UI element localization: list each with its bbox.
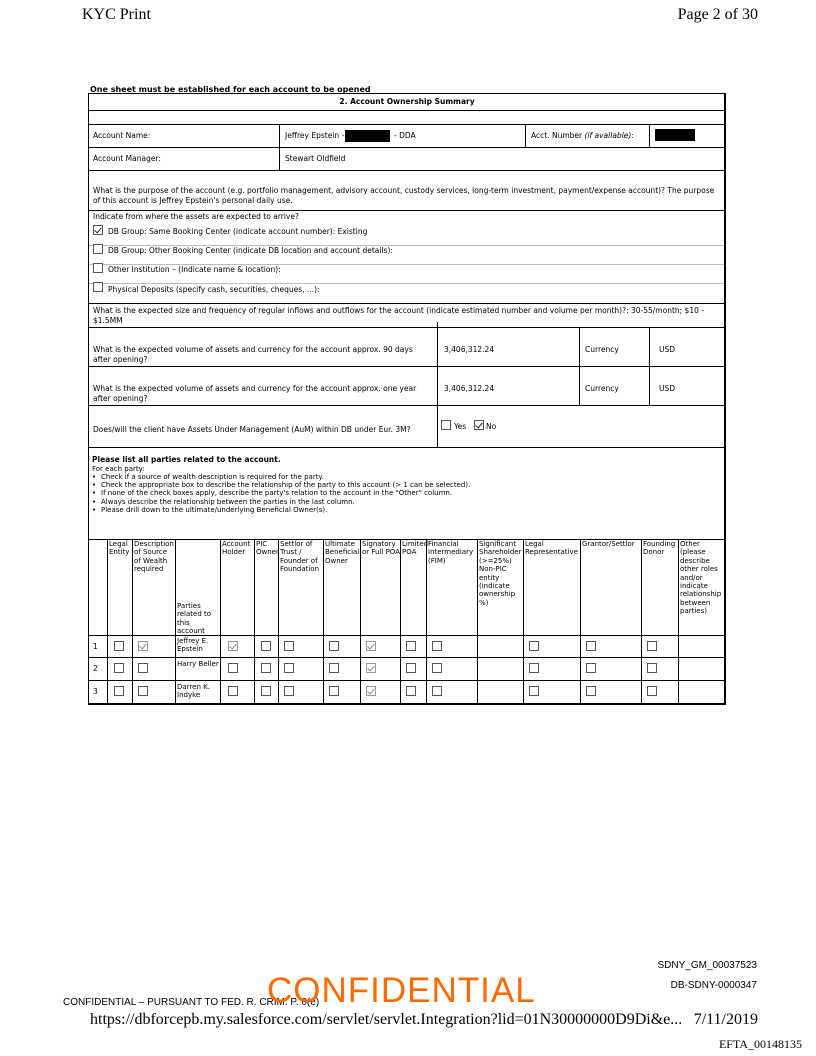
instruction-item: • Please drill down to the ultimate/underlying Beneficial Owner(s). (92, 506, 470, 514)
rule (89, 303, 724, 304)
rule (279, 124, 280, 170)
flows-question: What is the expected size and frequency of regular inflows and outflows for the account (indicate estimated number and volume per month)?: 30-55/month; $10 - $1.5MM (93, 306, 704, 325)
volume-90-currency-label: Currency (585, 345, 619, 354)
parties-title: Please list all parties related to the account. (92, 455, 281, 464)
redaction-bar (345, 130, 390, 142)
aum-no-checkbox[interactable] (474, 420, 484, 430)
instruction-item: • Check if a source of wealth description is required for the party. (92, 473, 470, 481)
row3-fim-checkbox[interactable] (432, 686, 442, 696)
rule (107, 539, 108, 703)
row2-sow-checkbox[interactable] (138, 663, 148, 673)
rule (89, 447, 724, 448)
row3-legal-entity-checkbox[interactable] (114, 686, 124, 696)
rule (175, 539, 176, 703)
rule (278, 539, 279, 703)
col-header-ubo: Ultimate Beneficial Owner (325, 540, 360, 565)
col-header-fim: Financial Intermediary (FIM) (428, 540, 474, 565)
rule (132, 539, 133, 703)
row3-founding-donor-checkbox[interactable] (647, 686, 657, 696)
rule (254, 539, 255, 703)
row3-signatory-checkbox[interactable] (366, 686, 376, 696)
row1-legal-rep-checkbox[interactable] (529, 641, 539, 651)
source-url: https://dbforcepb.my.salesforce.com/servlet/servlet.Integration?lid=01N30000000D9Di&e... (90, 1011, 683, 1028)
volume-90-question: What is the expected volume of assets and currency for the account approx. 90 days after opening? (93, 345, 413, 364)
row1-settlor-checkbox[interactable] (284, 641, 294, 651)
row1-founding-donor-checkbox[interactable] (647, 641, 657, 651)
rule (525, 124, 526, 147)
row2-legal-entity-checkbox[interactable] (114, 663, 124, 673)
row2-signatory-checkbox[interactable] (366, 663, 376, 673)
col-header-shareholder: Significant Shareholder (>=25%) Non-PIC entity (indicate ownership %) (479, 540, 522, 607)
row1-fim-checkbox[interactable] (432, 641, 442, 651)
row2-grantor-checkbox[interactable] (586, 663, 596, 673)
row3-grantor-checkbox[interactable] (586, 686, 596, 696)
row1-grantor-checkbox[interactable] (586, 641, 596, 651)
row3-pic-owner-checkbox[interactable] (261, 686, 271, 696)
row3-party-name: Darren K. Indyke (177, 683, 210, 700)
row3-account-holder-checkbox[interactable] (228, 686, 238, 696)
confidential-stamp: CONFIDENTIAL (267, 971, 536, 1010)
rule (89, 283, 724, 284)
confidential-notice: CONFIDENTIAL – PURSUANT TO FED. R. CRIM. P. 6(e) (63, 997, 320, 1008)
acct-number-label: Acct. Number (if available): (531, 131, 634, 140)
row2-settlor-checkbox[interactable] (284, 663, 294, 673)
purpose-question: What is the purpose of the account (e.g. portfolio management, advisory account, custody services, long-term investment, payment/expense account)? The purpose of this account is Jeffrey Epstein's personal daily use. (93, 186, 715, 205)
row1-limited-poa-checkbox[interactable] (406, 641, 416, 651)
row1-account-holder-checkbox[interactable] (228, 641, 238, 651)
parties-row-rule (89, 680, 724, 681)
volume-year-currency-label: Currency (585, 384, 619, 393)
volume-year-amount: 3,406,312.24 (444, 384, 495, 393)
row2-limited-poa-checkbox[interactable] (406, 663, 416, 673)
rule (678, 539, 679, 703)
account-manager-value: Stewart Oldfield (285, 154, 346, 163)
rule (523, 539, 524, 703)
origin-option-label: DB Group: Other Booking Center (indicate DB location and account details): (108, 246, 393, 255)
row-number: 1 (93, 642, 98, 651)
account-name-label: Account Name: (93, 131, 151, 140)
col-header-founding-donor: Founding Donor (643, 540, 676, 557)
rule (89, 210, 724, 211)
rule (89, 366, 724, 367)
row1-sow-checkbox[interactable] (138, 641, 148, 651)
col-header-legal-rep: Legal Representative (525, 540, 578, 557)
page-number: Page 2 of 30 (677, 6, 758, 23)
col-header-other: Other (please describe other roles and/or indicate relationship between parties) (680, 540, 722, 616)
rule (649, 327, 650, 405)
origin-option-label: Physical Deposits (specify cash, securities, cheques, ...): (108, 285, 320, 294)
assets-origin-question: Indicate from where the assets are expected to arrive? (93, 212, 299, 221)
col-header-account-holder: Account Holder (222, 540, 251, 557)
aum-yes-label: Yes (454, 422, 467, 431)
volume-year-currency: USD (659, 384, 676, 393)
row1-pic-owner-checkbox[interactable] (261, 641, 271, 651)
origin-physical-deposits-checkbox[interactable] (93, 282, 103, 292)
row3-limited-poa-checkbox[interactable] (406, 686, 416, 696)
row-number: 3 (93, 687, 98, 696)
efta-id: EFTA_00148135 (718, 1037, 802, 1051)
rule (89, 124, 724, 125)
row2-ubo-checkbox[interactable] (329, 663, 339, 673)
rule (89, 170, 724, 171)
rule (426, 539, 427, 703)
rule (89, 405, 724, 406)
aum-yes-checkbox[interactable] (441, 420, 451, 430)
row3-ubo-checkbox[interactable] (329, 686, 339, 696)
rule (89, 110, 724, 111)
parties-row-rule (89, 657, 724, 658)
rule (641, 539, 642, 703)
redaction-bar (655, 129, 695, 141)
print-title: KYC Print (82, 6, 151, 23)
account-ownership-form (88, 93, 726, 705)
print-date: 7/11/2019 (693, 1011, 758, 1028)
rule (89, 147, 724, 148)
row1-signatory-checkbox[interactable] (366, 641, 376, 651)
rule (580, 539, 581, 703)
row2-legal-rep-checkbox[interactable] (529, 663, 539, 673)
row3-sow-checkbox[interactable] (138, 686, 148, 696)
parties-instructions (92, 473, 470, 514)
row3-legal-rep-checkbox[interactable] (529, 686, 539, 696)
aum-question: Does/will the client have Assets Under Management (AuM) within DB under Eur. 3M? (93, 425, 411, 434)
col-header-settlor: Settlor of Trust / Founder of Foundation (280, 540, 320, 574)
row2-account-holder-checkbox[interactable] (228, 663, 238, 673)
col-header-pic-owner: PIC Owner (256, 540, 279, 557)
row2-party-name: Harry Beller (177, 660, 219, 668)
origin-option-label: Other Institution – (Indicate name & location): (108, 265, 281, 274)
instruction-item: • If none of the check boxes apply, describe the party's relation to the account in the "Other" column. (92, 489, 470, 497)
rule (360, 539, 361, 703)
volume-90-currency: USD (659, 345, 676, 354)
origin-other-booking-checkbox[interactable] (93, 244, 103, 254)
row2-fim-checkbox[interactable] (432, 663, 442, 673)
col-header-limited-poa: Limited POA (402, 540, 429, 557)
rule (220, 539, 221, 703)
sdny-gm-id: SDNY_GM_00037523 (657, 960, 757, 971)
origin-option-label: DB Group: Same Booking Center (indicate account number): Existing (108, 227, 368, 236)
row3-settlor-checkbox[interactable] (284, 686, 294, 696)
origin-same-booking-checkbox[interactable] (93, 225, 103, 235)
instruction-item: • Check the appropriate box to describe the relationship of the party to this account (> 1 can be selected). (92, 481, 470, 489)
row1-ubo-checkbox[interactable] (329, 641, 339, 651)
row2-founding-donor-checkbox[interactable] (647, 663, 657, 673)
row-number: 2 (93, 664, 98, 673)
volume-year-question: What is the expected volume of assets and currency for the account approx. one year after opening? (93, 384, 417, 403)
col-header-signatory: Signatory or Full POA (362, 540, 400, 557)
rule (437, 327, 438, 405)
account-name-prefix: Jeffrey Epstein - (285, 131, 345, 140)
rule (400, 539, 401, 703)
sheet-note: One sheet must be established for each account to be opened (90, 85, 371, 94)
db-sdny-id: DB-SDNY-0000347 (670, 980, 757, 991)
aum-no-label: No (486, 422, 497, 431)
row1-legal-entity-checkbox[interactable] (114, 641, 124, 651)
account-manager-label: Account Manager: (93, 154, 161, 163)
rule (649, 124, 650, 147)
col-header-sow-required: Description of Source of Wealth required (134, 540, 174, 574)
origin-other-institution-checkbox[interactable] (93, 263, 103, 273)
section-title: 2. Account Ownership Summary (339, 97, 475, 106)
col-header-legal-entity: Legal Entity (109, 540, 130, 557)
volume-90-amount: 3,406,312.24 (444, 345, 495, 354)
account-name-suffix: - DDA (394, 131, 416, 140)
col-header-parties: Parties related to this account (177, 602, 212, 636)
rule (323, 539, 324, 703)
row2-pic-owner-checkbox[interactable] (261, 663, 271, 673)
rule (579, 327, 580, 405)
row1-party-name: Jeffrey E. Epstein (177, 637, 209, 654)
rule (437, 405, 438, 447)
rule (89, 327, 724, 328)
instruction-item: • Always describe the relationship between the parties in the last column. (92, 498, 470, 506)
parties-intro: For each party: (92, 465, 145, 473)
rule (477, 539, 478, 703)
col-header-grantor: Grantor/Settlor (582, 540, 635, 548)
